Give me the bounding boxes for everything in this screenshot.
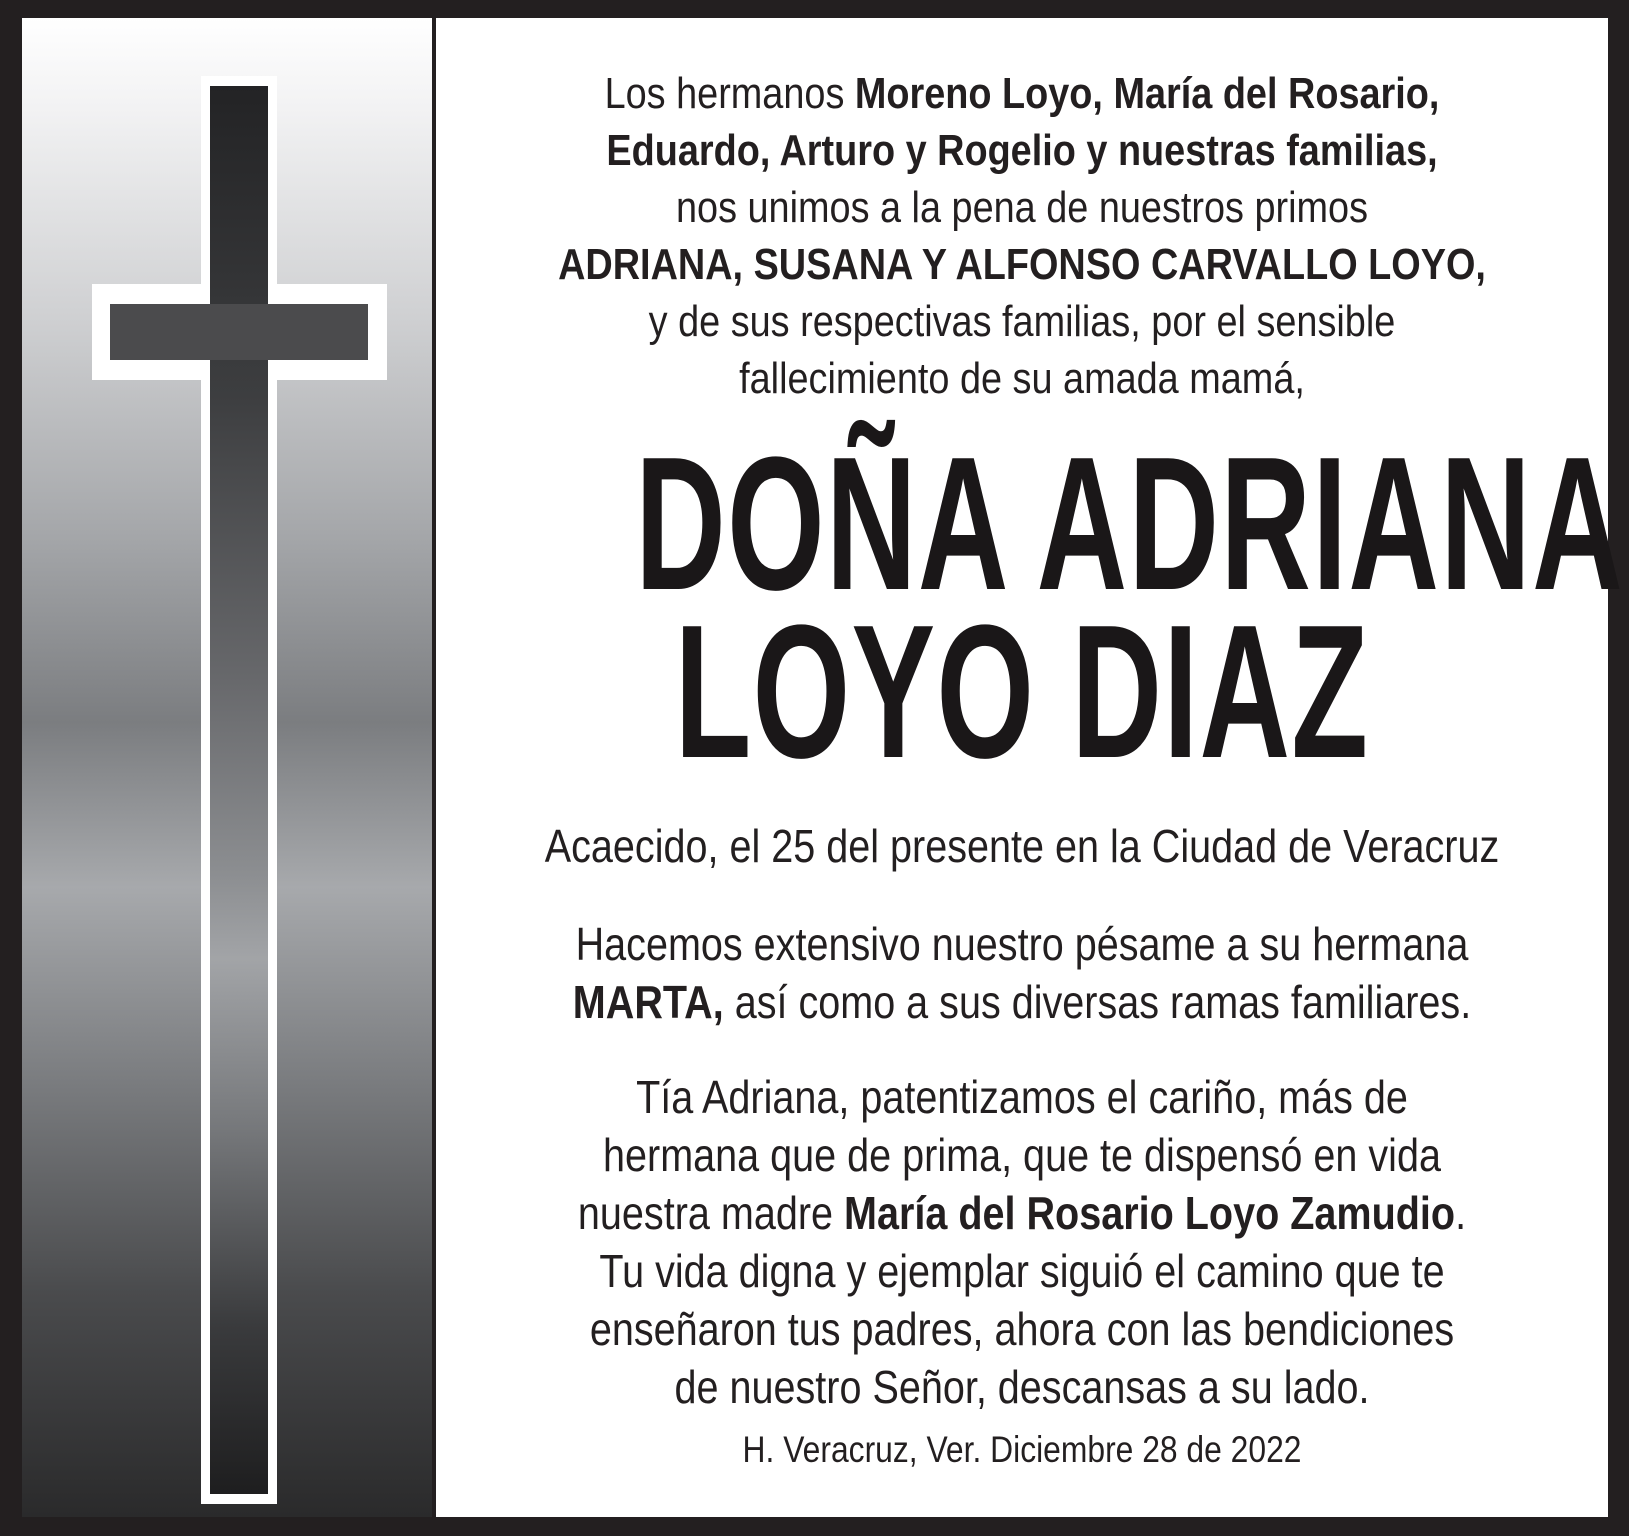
intro-line-1-bold: Moreno Loyo, María del Rosario, [854, 69, 1440, 118]
condolences-line-2-regular: así como a sus diversas ramas familiares. [723, 976, 1472, 1028]
place-and-date: H. Veracruz, Ver. Diciembre 28 de 2022 [742, 1429, 1302, 1470]
intro-line-4-bold: ADRIANA, SUSANA Y ALFONSO CARVALLO LOYO, [558, 240, 1486, 289]
intro-line-6: fallecimiento de su amada mamá, [739, 354, 1305, 403]
cross-icon [210, 86, 268, 1494]
intro-line-5: y de sus respectivas familias, por el sensible [648, 297, 1396, 346]
tribute-paragraph [518, 1068, 1526, 1416]
intro-line-2-bold: Eduardo, Arturo y Rogelio y nuestras familias, [606, 126, 1438, 175]
condolences-paragraph [518, 915, 1526, 1031]
condolences-line-2-bold: MARTA, [572, 976, 724, 1028]
tribute-line-4: Tu vida digna y ejemplar siguió el camino que te [599, 1245, 1445, 1297]
cross-icon-crossbar [110, 304, 368, 360]
obituary-content [436, 18, 1625, 1517]
intro-line-4 [518, 236, 1526, 293]
tribute-line-1: Tía Adriana, patentizamos el cariño, más de [636, 1071, 1408, 1123]
tribute-line-3-bold: María del Rosario Loyo Zamudio [843, 1187, 1456, 1239]
deceased-name-line-2: LOYO DIAZ [674, 586, 1370, 798]
condolences-line-1: Hacemos extensivo nuestro pésame a su hermana [575, 918, 1469, 970]
intro-line-2 [518, 122, 1526, 179]
deceased-name [635, 418, 1625, 798]
tribute-line-2: hermana que de prima, que te dispensó en vida [603, 1129, 1441, 1181]
condolences-line-2 [518, 973, 1526, 1031]
intro-line-1 [518, 65, 1526, 122]
tribute-line-6: de nuestro Señor, descansas a su lado. [674, 1361, 1370, 1413]
tribute-line-3-regular: nuestra madre [577, 1187, 844, 1239]
intro-line-3: nos unimos a la pena de nuestros primos [675, 183, 1369, 232]
passed-notice: Acaecido, el 25 del presente en la Ciudad de Veracruz [544, 820, 1500, 872]
gradient-side-panel [22, 18, 432, 1517]
tribute-line-5: enseñaron tus padres, ahora con las bendiciones [589, 1303, 1455, 1355]
intro-line-1-regular: Los hermanos [604, 69, 855, 118]
deceased-name-line-1: DOÑA ADRIANA [635, 418, 1625, 630]
tribute-line-3 [518, 1184, 1526, 1242]
intro-paragraph [518, 65, 1526, 407]
tribute-line-3-end: . [1455, 1187, 1467, 1239]
